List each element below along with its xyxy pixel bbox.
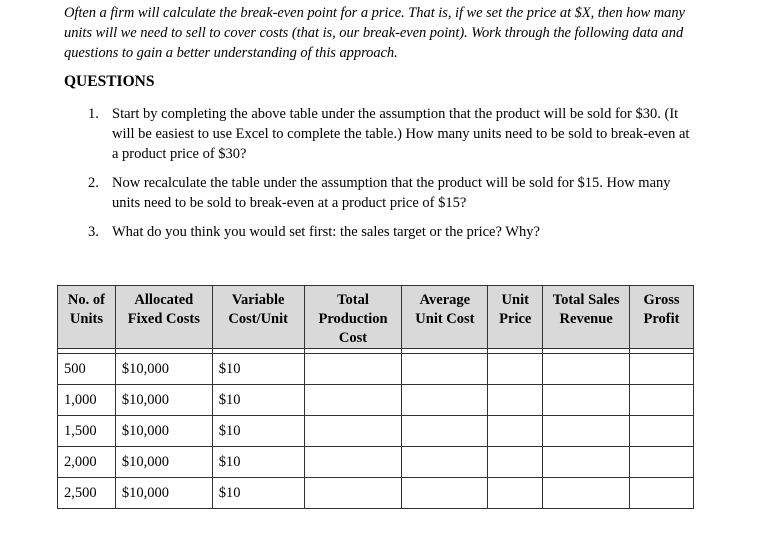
cell-average-unit-cost (402, 354, 488, 385)
cell-unit-price (488, 385, 543, 416)
cell-variable-cost-unit: $10 (212, 385, 304, 416)
cell-unit-price (488, 478, 543, 509)
cell-average-unit-cost (402, 478, 488, 509)
header-allocated-fixed-costs: Allocated Fixed Costs (115, 286, 212, 349)
cell-allocated-fixed-costs: $10,000 (115, 447, 212, 478)
table-row (58, 478, 694, 509)
header-gross-profit: Gross Profit (630, 286, 694, 349)
cell-variable-cost-unit: $10 (212, 354, 304, 385)
cell-total-production-cost (304, 416, 402, 447)
cell-total-sales-revenue (543, 354, 630, 385)
questions-list (88, 104, 698, 242)
header-unit-price: Unit Price (488, 286, 543, 349)
header-no-of-units: No. of Units (58, 286, 116, 349)
break-even-table (57, 285, 694, 509)
cell-average-unit-cost (402, 416, 488, 447)
cell-allocated-fixed-costs: $10,000 (115, 478, 212, 509)
question-text: Now recalculate the table under the assumption that the product will be sold for $15. How many units need to be sold to break-even at a product price of $15? (112, 175, 671, 211)
cell-average-unit-cost (402, 447, 488, 478)
question-number: 3. (88, 224, 99, 240)
cell-average-unit-cost (402, 385, 488, 416)
cell-no-of-units: 1,000 (58, 385, 116, 416)
cell-total-production-cost (304, 354, 402, 385)
cell-total-sales-revenue (543, 447, 630, 478)
cell-total-sales-revenue (543, 416, 630, 447)
table-header-row (58, 286, 694, 349)
question-item (88, 173, 698, 213)
cell-gross-profit (630, 478, 694, 509)
header-average-unit-cost: Average Unit Cost (402, 286, 488, 349)
cell-no-of-units: 2,000 (58, 447, 116, 478)
cell-no-of-units: 1,500 (58, 416, 116, 447)
cell-gross-profit (630, 447, 694, 478)
cell-allocated-fixed-costs: $10,000 (115, 385, 212, 416)
question-number: 2. (88, 175, 99, 191)
table-body (58, 349, 694, 509)
table-row (58, 447, 694, 478)
cell-total-production-cost (304, 447, 402, 478)
cell-total-sales-revenue (543, 478, 630, 509)
cell-total-sales-revenue (543, 385, 630, 416)
questions-heading: QUESTIONS (64, 73, 155, 90)
intro-paragraph: Often a firm will calculate the break-even point for a price. That is, if we set the price at $X, then how many units will we need to sell to cover costs (that is, our break-even point). Work through the following data and questions to gain a better understanding of this approach. (64, 5, 685, 61)
question-text: What do you think you would set first: the sales target or the price? Why? (112, 224, 540, 240)
cell-total-production-cost (304, 385, 402, 416)
cell-unit-price (488, 416, 543, 447)
cell-variable-cost-unit: $10 (212, 478, 304, 509)
table-row (58, 416, 694, 447)
question-text: Start by completing the above table under the assumption that the product will be sold for $30. (It will be easiest to use Excel to complete the table.) How many units need to be sold to break-even at a product price of $30? (112, 106, 690, 162)
header-total-production-cost: Total Production Cost (304, 286, 402, 349)
cell-gross-profit (630, 354, 694, 385)
cell-variable-cost-unit: $10 (212, 416, 304, 447)
table-row (58, 354, 694, 385)
table-row (58, 385, 694, 416)
cell-no-of-units: 500 (58, 354, 116, 385)
cell-unit-price (488, 354, 543, 385)
header-variable-cost-unit: Variable Cost/Unit (212, 286, 304, 349)
cell-gross-profit (630, 416, 694, 447)
question-number: 1. (88, 106, 99, 122)
question-item (88, 104, 698, 164)
cell-allocated-fixed-costs: $10,000 (115, 416, 212, 447)
cell-unit-price (488, 447, 543, 478)
cell-gross-profit (630, 385, 694, 416)
cell-allocated-fixed-costs: $10,000 (115, 354, 212, 385)
cell-variable-cost-unit: $10 (212, 447, 304, 478)
cell-no-of-units: 2,500 (58, 478, 116, 509)
question-item (88, 222, 698, 242)
cell-total-production-cost (304, 478, 402, 509)
header-total-sales-revenue: Total Sales Revenue (543, 286, 630, 349)
